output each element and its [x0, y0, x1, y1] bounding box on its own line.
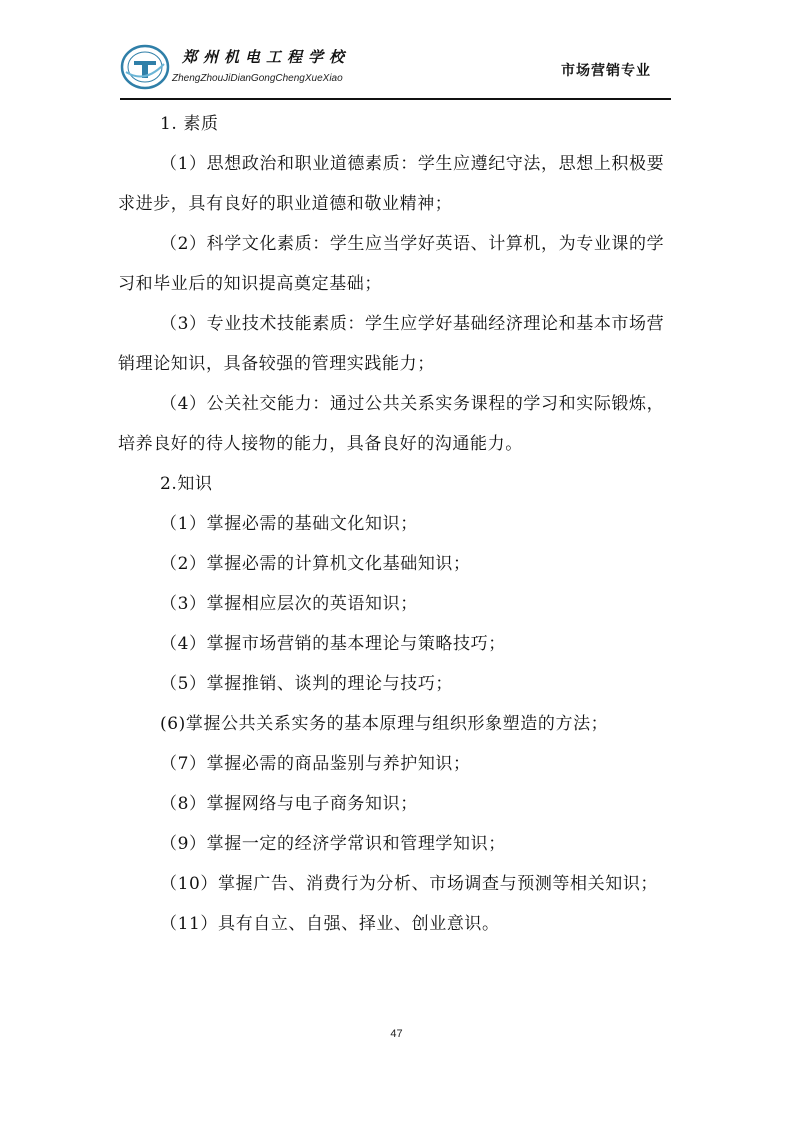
knowledge-item: （5）掌握推销、谈判的理论与技巧；: [160, 674, 454, 694]
school-name-cn: 郑州机电工程学校: [182, 48, 351, 66]
knowledge-item: (6)掌握公共关系实务的基本原理与组织形象塑造的方法；: [160, 714, 609, 734]
knowledge-item: （7）掌握必需的商品鉴别与养护知识；: [160, 754, 471, 774]
quality-item: （3）专业技术技能素质：学生应学好基础经济理论和基本市场营销理论知识，具备较强的管理实践能力；: [118, 314, 665, 374]
knowledge-item: （2）掌握必需的计算机文化基础知识；: [160, 554, 471, 574]
quality-item: （1）思想政治和职业道德素质：学生应遵纪守法，思想上积极要求进步，具有良好的职业道德和敬业精神；: [118, 154, 665, 214]
school-emblem-icon: [120, 44, 170, 90]
section-heading-qualities: 1. 素质: [160, 114, 219, 134]
knowledge-item: （8）掌握网络与电子商务知识；: [160, 794, 418, 814]
section-heading-knowledge: 2.知识: [160, 474, 213, 494]
page-header: [120, 40, 671, 100]
knowledge-item: （4）掌握市场营销的基本理论与策略技巧；: [160, 634, 506, 654]
knowledge-item: （10）掌握广告、消费行为分析、市场调查与预测等相关知识；: [160, 874, 659, 894]
quality-item: （2）科学文化素质：学生应当学好英语、计算机，为专业课的学习和毕业后的知识提高奠定基础；: [118, 234, 665, 294]
knowledge-item: （9）掌握一定的经济学常识和管理学知识；: [160, 834, 506, 854]
knowledge-item: （11）具有自立、自强、择业、创业意识。: [160, 914, 500, 934]
knowledge-item: （3）掌握相应层次的英语知识；: [160, 594, 418, 614]
quality-item: （4）公关社交能力：通过公共关系实务课程的学习和实际锻炼，培养良好的待人接物的能力，具备良好的沟通能力。: [118, 394, 665, 454]
page-number: 47: [390, 1028, 403, 1040]
school-name-en: ZhengZhouJiDianGongChengXueXiao: [172, 73, 343, 84]
document-body: [118, 104, 678, 944]
knowledge-item: （1）掌握必需的基础文化知识；: [160, 514, 418, 534]
major-title: 市场营销专业: [561, 63, 651, 79]
